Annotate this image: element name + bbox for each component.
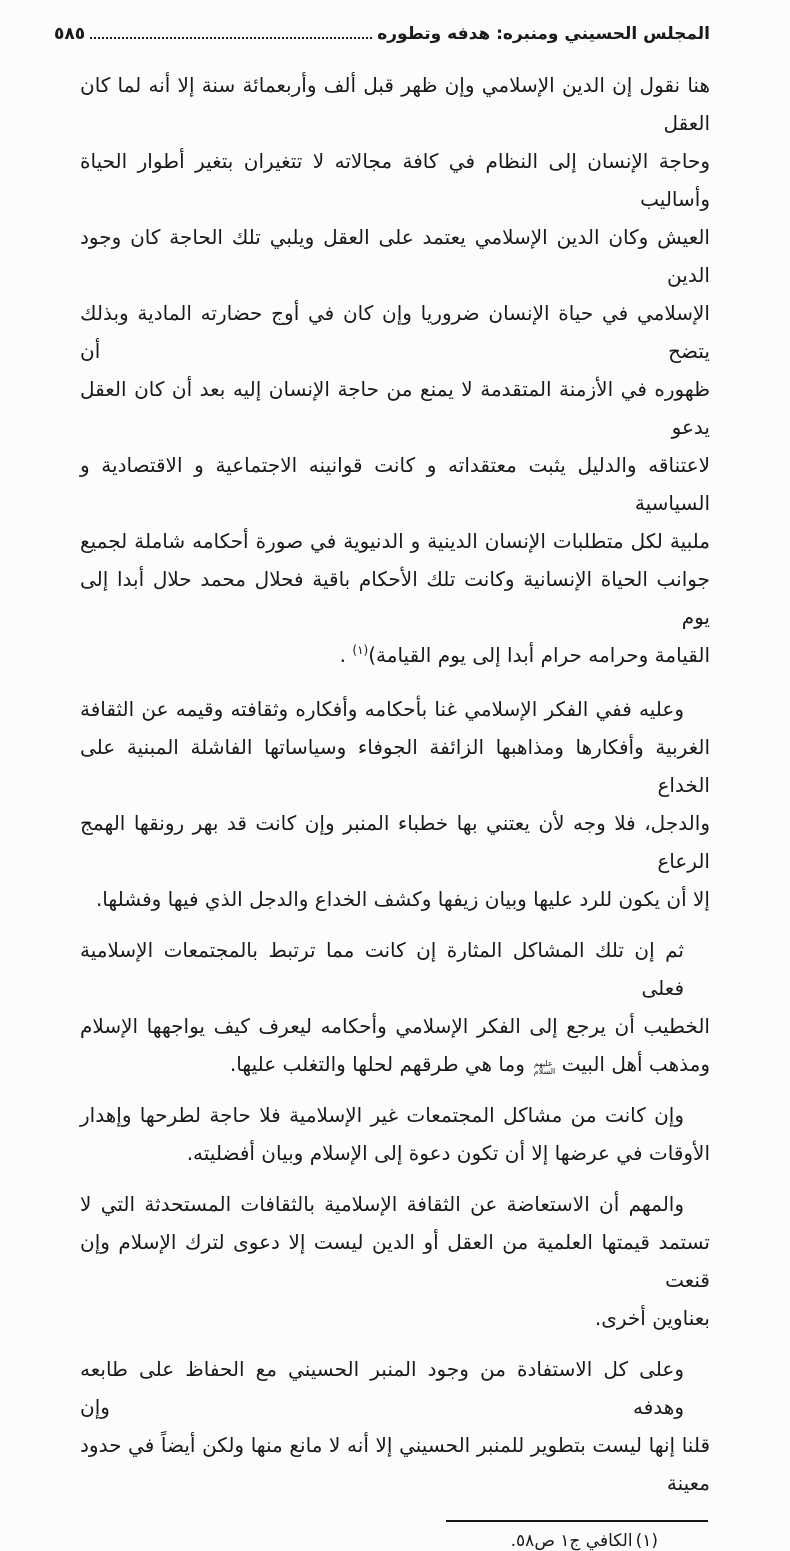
text-line: والدجل، فلا وجه لأن يعتني بها خطباء المنبر وإن كانت قد بهر رونقها الهمج الرعاع <box>80 811 710 873</box>
footnote-text: الكافي ج١ ص٥٨. <box>510 1531 633 1551</box>
text-line: الأوقات في عرضها إلا أن تكون دعوة إلى الإسلام وبيان أفضليته. <box>186 1141 710 1165</box>
honorific-symbol: عليهم السلام <box>533 1058 556 1076</box>
paragraph <box>80 1096 710 1172</box>
text-line: تستمد قيمتها العلمية من العقل أو الدين ليست إلا دعوى لترك الإسلام وإن قنعت <box>80 1230 710 1292</box>
footnote <box>80 1531 658 1551</box>
text-line: وحاجة الإنسان إلى النظام في كافة مجالاته لا تتغيران بتغير أطوار الحياة وأساليب <box>80 149 710 211</box>
text-line <box>80 636 710 677</box>
text-segment: القيامة وحرامه حرام أبدا إلى يوم القيامة) <box>368 643 710 667</box>
text-line: ثم إن تلك المشاكل المثارة إن كانت مما ترتبط بالمجتمعات الإسلامية فعلى <box>80 938 684 1000</box>
running-head <box>54 24 710 44</box>
text-line: بعناوين أخرى. <box>594 1306 710 1330</box>
text-line: ملبية لكل متطلبات الإنسان الدينية و الدنيوية في صورة أحكامه شاملة لجميع <box>80 529 710 553</box>
text-line: الغربية وأفكارها ومذاهبها الزائفة الجوفاء وسياساتها الفاشلة المبنية على الخداع <box>80 735 710 797</box>
text-line: جوانب الحياة الإنسانية وكانت تلك الأحكام باقية فحلال محمد حلال أبدا إلى يوم <box>80 567 710 629</box>
text-line: العيش وكان الدين الإسلامي يعتمد على العقل ويلبي تلك الحاجة كان وجود الدين <box>80 225 710 287</box>
footnote-marker: (١) <box>635 1531 658 1551</box>
paragraph <box>80 690 710 918</box>
paragraph <box>80 931 710 1083</box>
text-segment: ومذهب أهل البيت <box>555 1052 710 1076</box>
text-line: إلا أن يكون للرد عليها وبيان زيفها وكشف الخداع والدجل الذي فيها وفشلها. <box>95 887 710 911</box>
text-line: وإن كانت من مشاكل المجتمعات غير الإسلامية فلا حاجة لطرحها وإهدار <box>80 1103 684 1127</box>
text-line: هنا نقول إن الدين الإسلامي وإن ظهر قبل ألف وأربعمائة سنة إلا أنه لما كان العقل <box>80 73 710 135</box>
paragraph <box>80 1350 710 1502</box>
text-line: قلنا إنها ليست بتطوير للمنبر الحسيني إلا أنه لا مانع منها ولكن أيضاً في حدود معينة <box>80 1433 710 1495</box>
footnote-separator <box>446 1520 708 1522</box>
page-number: ٥٨٥ <box>54 24 86 44</box>
text-line: ظهوره في الأزمنة المتقدمة لا يمنع من حاجة الإنسان إليه بعد أن كان العقل يدعو <box>80 377 710 439</box>
paragraph <box>80 1185 710 1337</box>
text-line <box>80 1045 710 1083</box>
paragraph <box>80 66 710 677</box>
dot-leader <box>90 37 372 39</box>
footnote-ref: (١) <box>352 643 369 657</box>
text-line: وعلى كل الاستفادة من وجود المنبر الحسيني مع الحفاظ على طابعه وهدفه وإن <box>80 1357 684 1419</box>
running-head-title: المجلس الحسيني ومنبره: هدفه وتطوره <box>377 24 710 44</box>
text-line: لاعتناقه والدليل يثبت معتقداته و كانت قوانينه الاجتماعية و الاقتصادية و السياسية <box>80 453 710 515</box>
text-line: الخطيب أن يرجع إلى الفكر الإسلامي وأحكامه ليعرف كيف يواجهها الإسلام <box>80 1014 710 1038</box>
text-segment: . <box>339 643 353 667</box>
text-line: وعليه ففي الفكر الإسلامي غنا بأحكامه وأفكاره وثقافته وقيمه عن الثقافة <box>80 697 684 721</box>
text-line: الإسلامي في حياة الإنسان ضروريا وإن كان في أوج حضارته المادية وبذلك يتضح أن <box>80 301 710 363</box>
text-line: والمهم أن الاستعاضة عن الثقافة الإسلامية بالثقافات المستحدثة التي لا <box>80 1192 684 1216</box>
text-segment: وما هي طرقهم لحلها والتغلب عليها. <box>229 1052 532 1076</box>
body-text <box>80 66 710 1502</box>
